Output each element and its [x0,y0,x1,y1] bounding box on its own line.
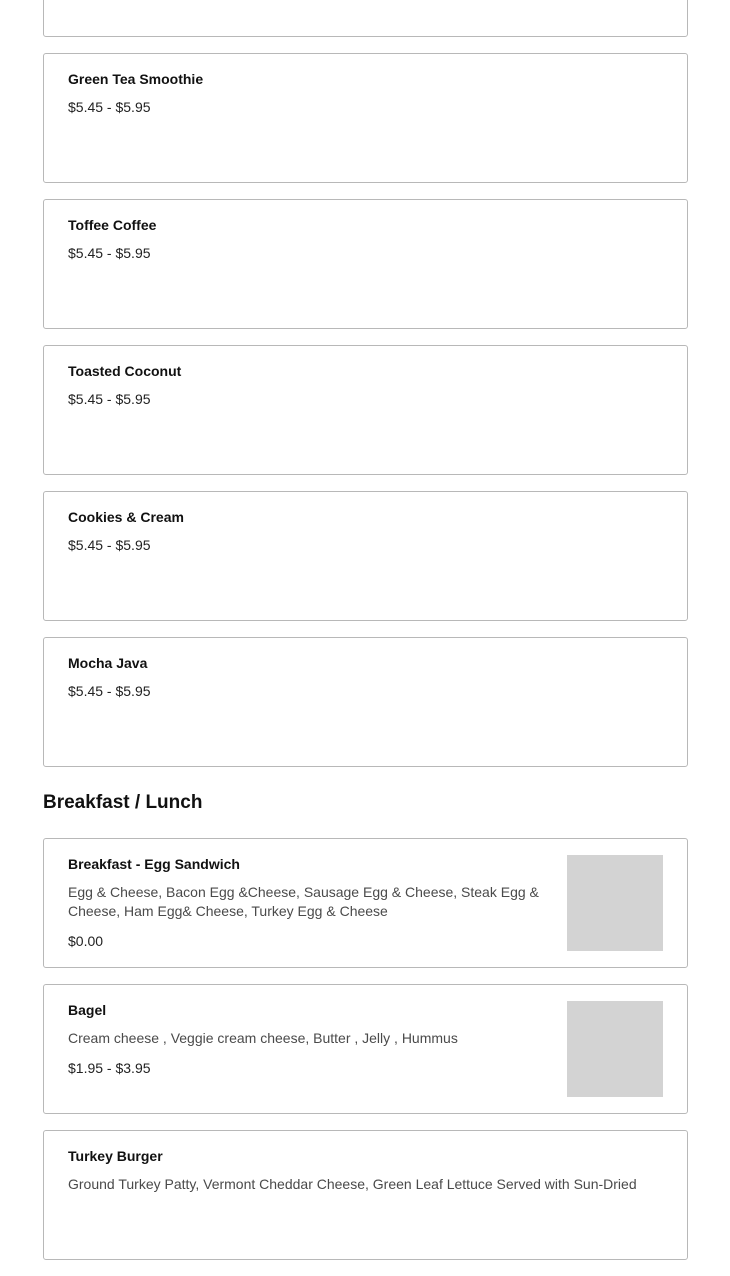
menu-item-image-placeholder [567,855,663,951]
menu-item-name: Turkey Burger [68,1148,163,1164]
menu-item-price: $5.45 - $5.95 [68,245,151,261]
menu-item-price: $5.45 - $5.95 [68,99,151,115]
menu-item-price: $5.45 - $5.95 [68,537,151,553]
section-title-breakfast-lunch: Breakfast / Lunch [43,792,203,813]
menu-item-card[interactable] [43,345,688,475]
menu-item-description: Cream cheese , Veggie cream cheese, Butter , Jelly , Hummus [68,1030,458,1046]
menu-item-name: Mocha Java [68,655,148,671]
menu-item-image-placeholder [567,1001,663,1097]
menu-item-card[interactable] [43,199,688,329]
menu-item-name: Breakfast - Egg Sandwich [68,856,240,872]
menu-item-card[interactable] [43,491,688,621]
menu-item-card[interactable] [43,838,688,968]
menu-item-name: Toffee Coffee [68,217,157,233]
menu-item-name: Cookies & Cream [68,509,184,525]
menu-item-card[interactable] [43,984,688,1114]
menu-item-description: Ground Turkey Patty, Vermont Cheddar Cheese, Green Leaf Lettuce Served with Sun-Dried [68,1176,637,1192]
menu-item-card[interactable] [43,1130,688,1260]
menu-item-price: $0.00 [68,933,104,949]
menu-item-name: Bagel [68,1002,107,1018]
menu-item-description: Egg & Cheese, Bacon Egg &Cheese, Sausage Egg & Cheese, Steak Egg & Cheese, Ham Egg& Cheese, Turkey Egg & Cheese [68,884,539,919]
menu-list [43,0,688,1276]
menu-item-name: Toasted Coconut [68,363,182,379]
menu-item-card[interactable] [43,637,688,767]
menu-item-card[interactable] [43,53,688,183]
menu-item-price: $5.45 - $5.95 [68,391,151,407]
menu-item-name: Green Tea Smoothie [68,71,204,87]
menu-item-price: $1.95 - $3.95 [68,1060,151,1076]
menu-item-card[interactable] [43,0,688,37]
menu-item-price: $5.45 - $5.95 [68,683,151,699]
